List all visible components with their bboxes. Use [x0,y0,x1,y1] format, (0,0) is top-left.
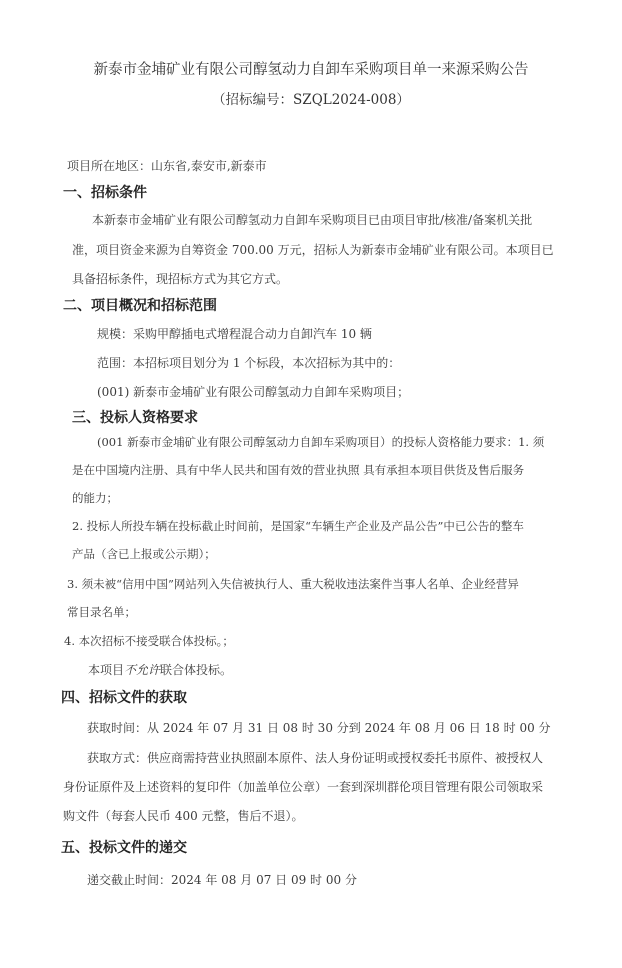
text-line: 是在中国境内注册、具有中华人民共和国有效的营业执照 具有承担本项目供货及售后服务 [72,463,525,477]
text-line: 获取时间：从 2024 年 07 月 31 日 08 时 30 分到 2024 年 08 月 06 日 18 时 00 分 [87,721,551,735]
text-line: 常目录名单； [67,605,136,619]
section-heading-bid-submission: 五、投标文件的递交 [61,840,187,856]
text-line: 本新泰市金埔矿业有限公司醇氢动力自卸车采购项目已由项目审批/核准/备案机关批 [92,213,533,227]
text-line: 具备招标条件，现招标方式为其它方式。 [72,272,289,286]
text-line: 2. 投标人所投车辆在投标截止时间前，是国家“车辆生产企业及产品公告”中已公告的整车 [72,519,524,533]
project-region: 项目所在地区：山东省,泰安市,新泰市 [67,159,267,173]
text-line: 身份证原件及上述资料的复印件（加盖单位公章）一套到深圳群伦项目管理有限公司领取采 [63,780,544,794]
section-heading-project-overview: 二、项目概况和招标范围 [63,298,217,314]
document-title: 新泰市金埔矿业有限公司醇氢动力自卸车采购项目单一来源采购公告 [93,62,529,78]
text-line: 范围：本招标项目划分为 1 个标段，本次招标为其中的： [97,356,401,370]
text-line: 3. 须未被“信用中国”网站列入失信被执行人、重大税收违法案件当事人名单、企业经营异 [67,577,519,591]
text-line: 的能力； [72,491,118,505]
text-line: 获取方式：供应商需持营业执照副本原件、法人身份证明或授权委托书原件、被授权人 [87,751,544,765]
text-line: 4. 本次招标不接受联合体投标。； [64,634,234,648]
section-heading-bidder-qualifications: 三、投标人资格要求 [72,410,198,426]
text-line: 准，项目资金来源为自筹资金 700.00 万元，招标人为新泰市金埔矿业有限公司。本项目已 [72,243,554,257]
text-line: 购文件（每套人民币 400 元整，售后不退）。 [63,809,304,823]
section-heading-document-acquisition: 四、招标文件的获取 [61,690,187,706]
text-line: 规模：采购甲醇插电式增程混合动力自卸汽车 10 辆 [97,327,372,341]
text-line: (001) 新泰市金埔矿业有限公司醇氢动力自卸车采购项目； [97,385,410,399]
document-subtitle: （招标编号：SZQL2024-008） [212,92,410,108]
text-fragment: 联合体投标。 [160,663,233,677]
section-heading-tender-conditions: 一、招标条件 [63,185,147,201]
text-line: (001 新泰市金埔矿业有限公司醇氢动力自卸车采购项目）的投标人资格能力要求：1. 须 [97,435,545,449]
emphasis-text: 不允许 [124,663,161,677]
text-line: 递交截止时间：2024 年 08 月 07 日 09 时 00 分 [87,873,357,887]
text-line: 产品（含已上报或公示期）； [72,547,216,561]
consortium-note [88,662,232,678]
text-fragment: 本项目 [88,663,125,677]
